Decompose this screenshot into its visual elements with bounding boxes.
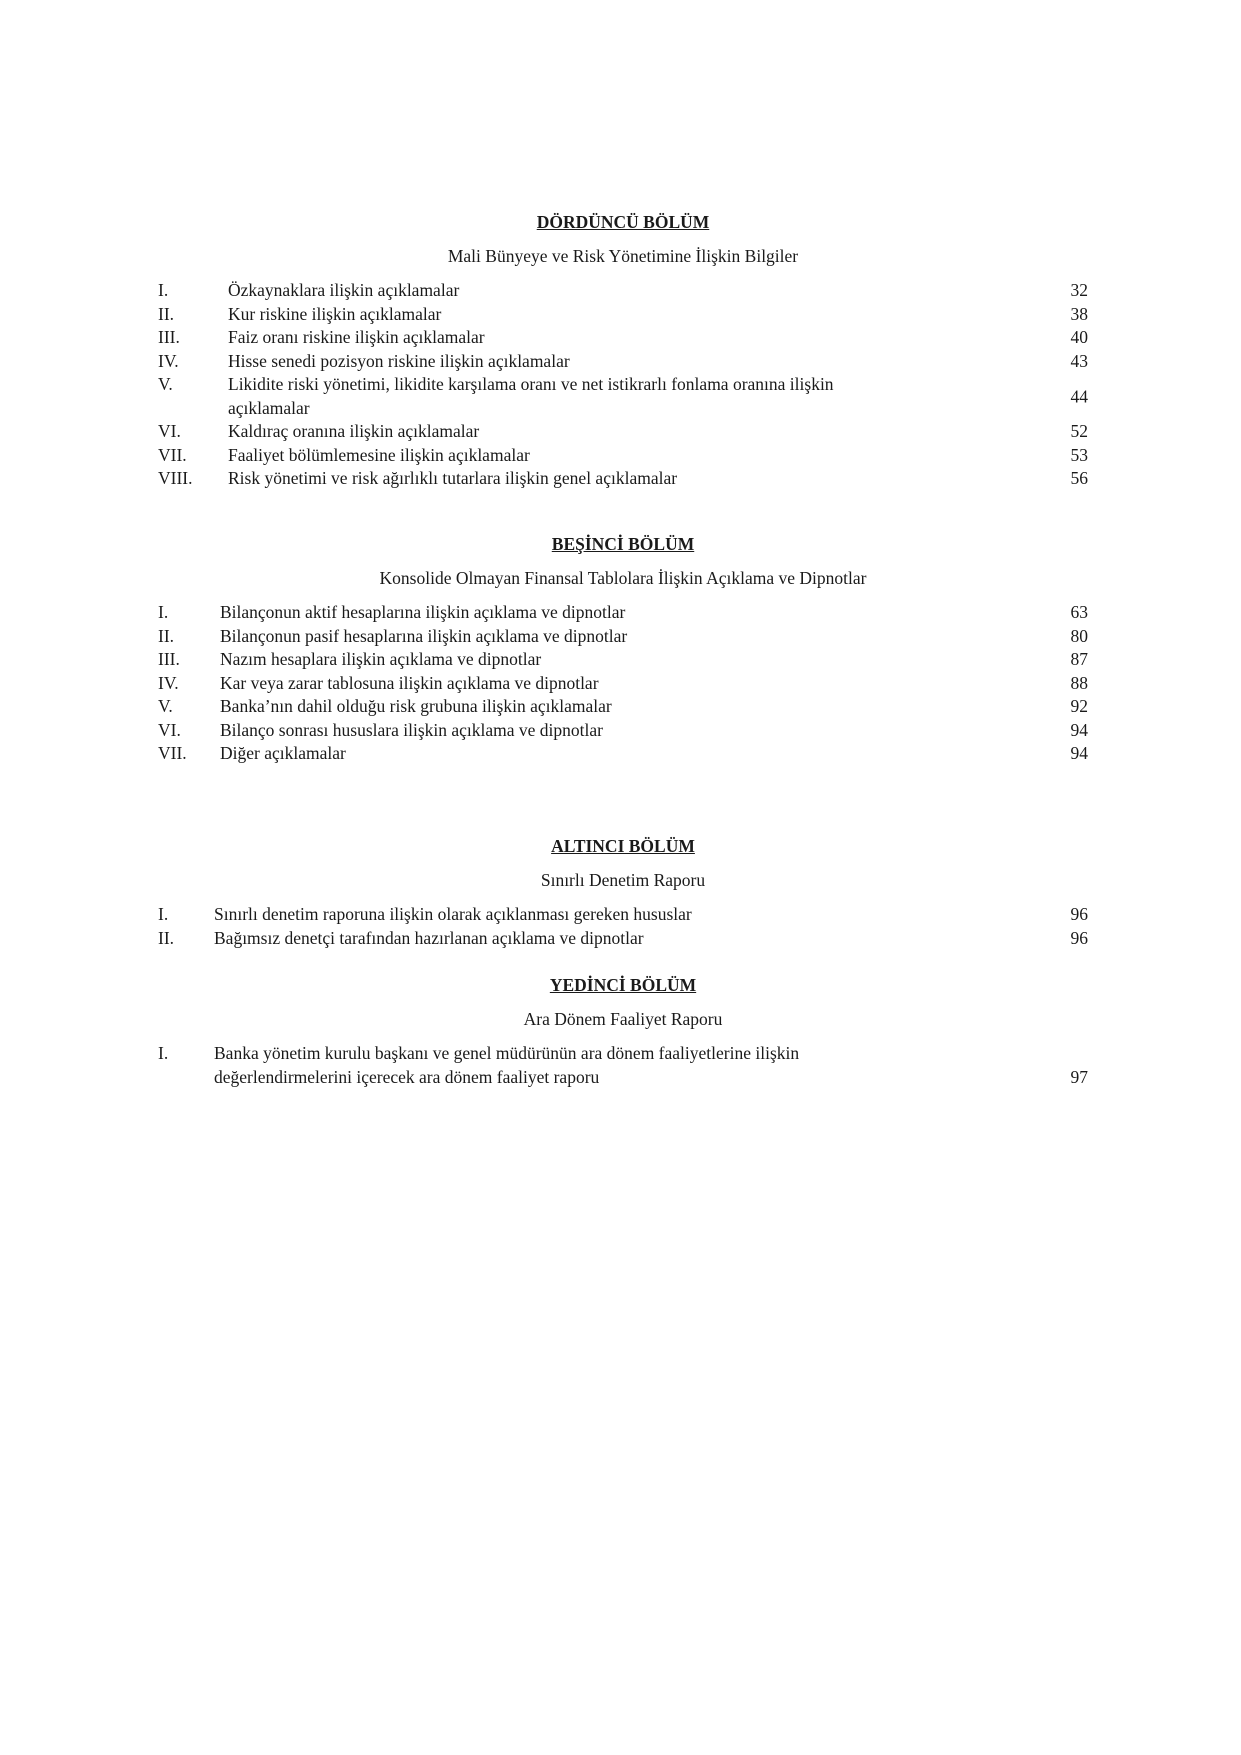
toc-entry-page: 53	[1070, 444, 1088, 465]
toc-entry[interactable]	[158, 695, 1088, 719]
section-title: DÖRDÜNCÜ BÖLÜM	[536, 212, 710, 232]
toc-entry-text: Nazım hesaplara ilişkin açıklama ve dipnotlar	[220, 649, 542, 669]
toc-entry-text: Banka’nın dahil olduğu risk grubuna ilişkin açıklamalar	[220, 696, 612, 716]
section-subtitle: Sınırlı Denetim Raporu	[540, 870, 706, 890]
toc-entry-number: VI.	[158, 719, 181, 740]
section-besinci-bolum	[158, 533, 1088, 766]
section-subtitle: Ara Dönem Faaliyet Raporu	[523, 1009, 723, 1029]
toc-entry-number: VII.	[158, 444, 187, 465]
toc-entry[interactable]	[158, 420, 1088, 444]
toc-entry-page: 38	[1070, 303, 1088, 324]
toc-entry-page: 44	[1070, 385, 1088, 406]
toc-entry[interactable]	[158, 467, 1088, 491]
toc-entry-page: 87	[1070, 649, 1088, 669]
toc-entry[interactable]	[158, 719, 1088, 743]
toc-entry-number: II.	[158, 625, 175, 646]
toc-entry-number: II.	[158, 303, 175, 324]
toc-entry-number: III.	[158, 649, 180, 669]
toc-entry-number: I.	[158, 280, 169, 300]
toc-entry[interactable]	[158, 625, 1088, 649]
toc-entry-text: Kaldıraç oranına ilişkin açıklamalar	[228, 421, 480, 441]
toc-entry[interactable]	[158, 350, 1088, 374]
toc-entry-number: I.	[158, 602, 169, 622]
toc-entry[interactable]	[158, 373, 1088, 420]
section-subtitle: Konsolide Olmayan Finansal Tablolara İlişkin Açıklama ve Dipnotlar	[379, 568, 867, 588]
toc-entry-text: Banka yönetim kurulu başkanı ve genel müdürünün ara dönem faaliyetlerine ilişkin değerlendirmelerini içerecek ara dönem faaliyet raporu	[214, 1043, 800, 1087]
section-altinci-bolum	[158, 835, 1088, 950]
section-subtitle: Mali Bünyeye ve Risk Yönetimine İlişkin Bilgiler	[447, 246, 799, 266]
toc-entry[interactable]	[158, 303, 1088, 327]
toc-entry-text: Risk yönetimi ve risk ağırlıklı tutarlara ilişkin genel açıklamalar	[228, 468, 678, 488]
toc-entry-number: I.	[158, 1043, 169, 1063]
toc-entry-text: Faaliyet bölümlemesine ilişkin açıklamalar	[228, 444, 530, 465]
toc-entry-number: IV.	[158, 672, 179, 693]
toc-entry-number: III.	[158, 327, 180, 347]
toc-entry-page: 56	[1070, 468, 1088, 488]
toc-entry[interactable]	[158, 927, 1088, 951]
toc-entry-text: Bilançonun pasif hesaplarına ilişkin açıklama ve dipnotlar	[220, 625, 628, 646]
toc-entry[interactable]	[158, 672, 1088, 696]
toc-entry[interactable]	[158, 903, 1088, 927]
section-dorduncu-bolum	[158, 211, 1088, 491]
toc-entry-text: Hisse senedi pozisyon riskine ilişkin açıklamalar	[228, 350, 570, 371]
toc-entry-number: IV.	[158, 350, 179, 371]
toc-entry-page: 96	[1070, 904, 1088, 924]
toc-entry-page: 52	[1070, 421, 1088, 441]
toc-entry-text: Bilançonun aktif hesaplarına ilişkin açıklama ve dipnotlar	[220, 602, 626, 622]
toc-entry-number: I.	[158, 904, 169, 924]
toc-entry-page: 94	[1070, 743, 1088, 763]
toc-entry[interactable]	[158, 444, 1088, 468]
section-yedinci-bolum	[158, 974, 1088, 1089]
toc-entry[interactable]	[158, 1042, 1088, 1089]
toc-entry-number: VII.	[158, 743, 187, 763]
toc-entry-number: VIII.	[158, 468, 193, 488]
toc-entry-number: V.	[158, 696, 173, 716]
toc-entry-number: II.	[158, 927, 175, 948]
toc-entry[interactable]	[158, 326, 1088, 350]
section-title: ALTINCI BÖLÜM	[551, 836, 695, 856]
toc-entry-page: 80	[1070, 625, 1088, 646]
toc-entry-text: Kar veya zarar tablosuna ilişkin açıklama ve dipnotlar	[220, 672, 599, 693]
toc-entry-page: 32	[1070, 280, 1088, 300]
toc-entry[interactable]	[158, 648, 1088, 672]
toc-entry[interactable]	[158, 742, 1088, 766]
toc-entry-page: 96	[1070, 927, 1088, 948]
toc-entry-number: VI.	[158, 421, 181, 441]
toc-entry-number: V.	[158, 374, 173, 394]
toc-entry-page: 43	[1070, 350, 1088, 371]
toc-entry-text: Bilanço sonrası hususlara ilişkin açıklama ve dipnotlar	[220, 719, 603, 740]
toc-entry-text: Diğer açıklamalar	[220, 743, 346, 763]
toc-entry-page: 63	[1070, 602, 1088, 622]
toc-entry-text: Özkaynaklara ilişkin açıklamalar	[228, 280, 460, 300]
section-title: YEDİNCİ BÖLÜM	[549, 975, 697, 995]
toc-entry-page: 40	[1070, 327, 1088, 347]
toc-entry[interactable]	[158, 601, 1088, 625]
toc-entry[interactable]	[158, 279, 1088, 303]
toc-entry-text: Kur riskine ilişkin açıklamalar	[228, 303, 442, 324]
toc-entry-page: 92	[1070, 696, 1088, 716]
toc-entry-text: Bağımsız denetçi tarafından hazırlanan açıklama ve dipnotlar	[214, 927, 644, 948]
toc-entry-text: Faiz oranı riskine ilişkin açıklamalar	[228, 327, 485, 347]
toc-entry-page: 94	[1070, 719, 1088, 740]
toc-entry-page: 97	[1070, 1066, 1088, 1087]
toc-entry-text: Sınırlı denetim raporuna ilişkin olarak açıklanması gereken hususlar	[214, 904, 692, 924]
toc-entry-text: Likidite riski yönetimi, likidite karşılama oranı ve net istikrarlı fonlama oranına ilişkin açıklamalar	[228, 374, 834, 418]
toc-entry-page: 88	[1070, 672, 1088, 693]
section-title: BEŞİNCİ BÖLÜM	[551, 534, 695, 554]
